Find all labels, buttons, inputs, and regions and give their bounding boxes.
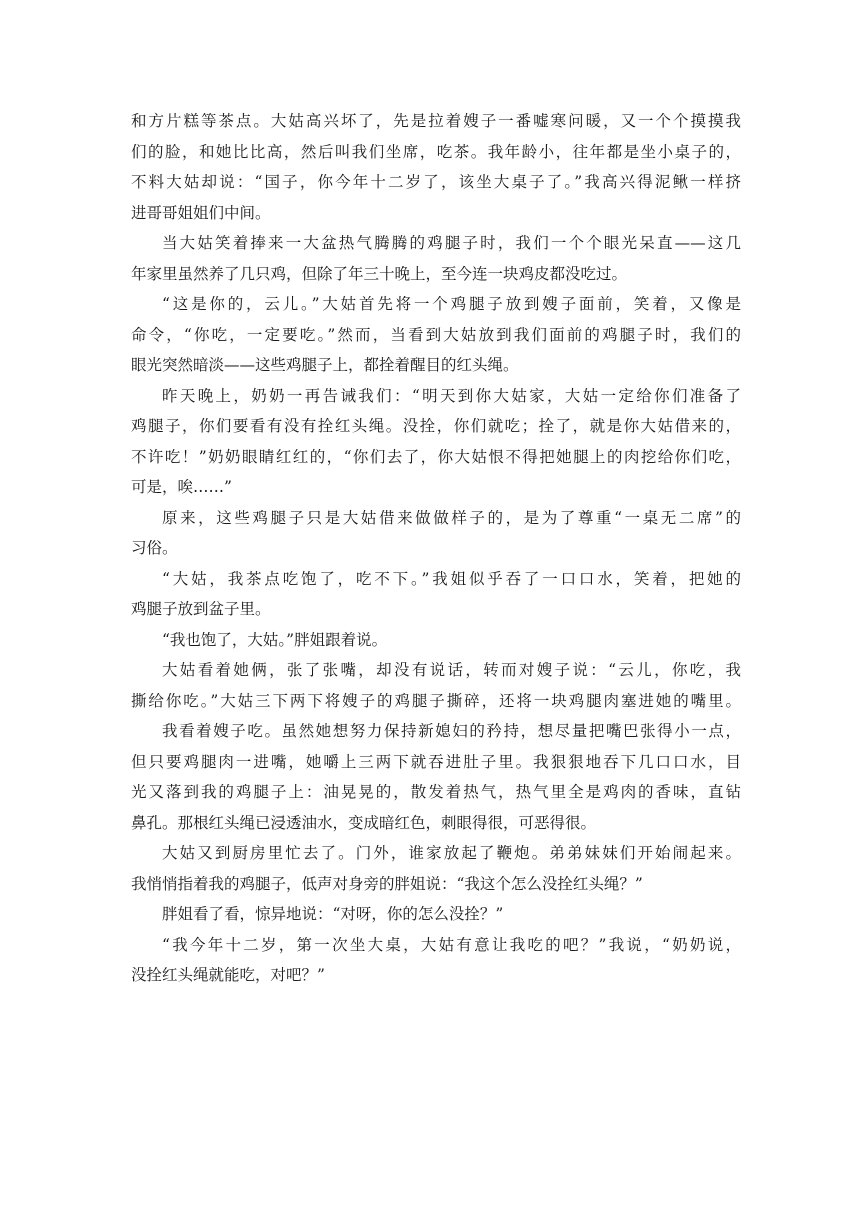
text-line: 眼光突然暗淡——这些鸡腿子上，都拴着醒目的红头绳。	[131, 356, 519, 374]
text-line: 原来，这些鸡腿子只是大姑借来做做样子的，是为了尊重“一桌无二席”的	[162, 508, 741, 527]
text-line: 光又落到我的鸡腿子上：油晃晃的，散发着热气，热气里全是鸡肉的香味，直钻	[131, 783, 741, 801]
text-line: “我也饱了，大姑。”胖姐跟着说。	[162, 630, 388, 649]
text-line: 我悄悄指着我的鸡腿子，低声对身旁的胖姐说：“我这个怎么没拴红头绳？”	[131, 874, 643, 893]
text-line: 但只要鸡腿肉一进嘴，她嚼上三两下就吞进肚子里。我狠狠地吞下几口口水，目	[131, 752, 741, 771]
text-line: 昨天晚上，奶奶一再告诫我们：“明天到你大姑家，大姑一定给你们准备了	[162, 386, 741, 405]
text-line: 进哥哥姐姐们中间。	[131, 203, 271, 222]
text-line: 习俗。	[131, 539, 178, 557]
text-line: 鼻孔。那根红头绳已浸透油水，变成暗红色，刺眼得很，可恶得很。	[131, 813, 597, 832]
text-line: 鸡腿子放到盆子里。	[131, 600, 271, 618]
text-line: 大姑又到厨房里忙去了。门外，谁家放起了鞭炮。弟弟妹妹们开始闹起来。	[162, 844, 741, 862]
text-line: 没拴红头绳就能吃，对吧？”	[131, 966, 325, 984]
text-line: 鸡腿子，你们要看有没有拴红头绳。没拴，你们就吃；拴了，就是你大姑借来的，	[131, 417, 741, 435]
text-line: “这是你的，云儿。”大姑首先将一个鸡腿子放到嫂子面前，笑着，又像是	[162, 295, 741, 313]
text-line: 不许吃！”奶奶眼睛红红的，“你们去了，你大姑恨不得把她腿上的肉挖给你们吃，	[131, 447, 741, 466]
text-line: 命令，“你吃，一定要吃。”然而，当看到大姑放到我们面前的鸡腿子时，我们的	[131, 325, 741, 344]
text-line: 撕给你吃。”大姑三下两下将嫂子的鸡腿子撕碎，还将一块鸡腿肉塞进她的嘴里。	[131, 691, 741, 710]
text-line: 年家里虽然养了几只鸡，但除了年三十晚上，至今连一块鸡皮都没吃过。	[131, 264, 628, 283]
text-line: “我今年十二岁，第一次坐大桌，大姑有意让我吃的吧？”我说，“奶奶说，	[162, 935, 741, 954]
text-line: 我看着嫂子吃。虽然她想努力保持新媳妇的矜持，想尽量把嘴巴张得小一点，	[162, 722, 741, 740]
text-line: 可是，唉……”	[131, 478, 232, 496]
text-line: 和方片糕等茶点。大姑高兴坏了，先是拉着嫂子一番嘘寒问暖，又一个个摸摸我	[131, 112, 741, 130]
text-line: 胖姐看了看，惊异地说：“对呀，你的怎么没拴？”	[162, 905, 504, 923]
text-line: 们的脸，和她比比高，然后叫我们坐席，吃茶。我年龄小，往年都是坐小桌子的，	[131, 142, 741, 161]
text-line: “大姑，我茶点吃饱了，吃不下。”我姐似乎吞了一口口水，笑着，把她的	[162, 569, 741, 588]
story-text	[131, 106, 741, 991]
text-line: 大姑看着她俩，张了张嘴，却没有说话，转而对嫂子说：“云儿，你吃，我	[162, 661, 741, 679]
text-line: 当大姑笑着捧来一大盆热气腾腾的鸡腿子时，我们一个个眼光呆直——这几	[162, 234, 741, 252]
text-line: 不料大姑却说：“国子，你今年十二岁了，该坐大桌子了。”我高兴得泥鳅一样挤	[131, 173, 741, 191]
